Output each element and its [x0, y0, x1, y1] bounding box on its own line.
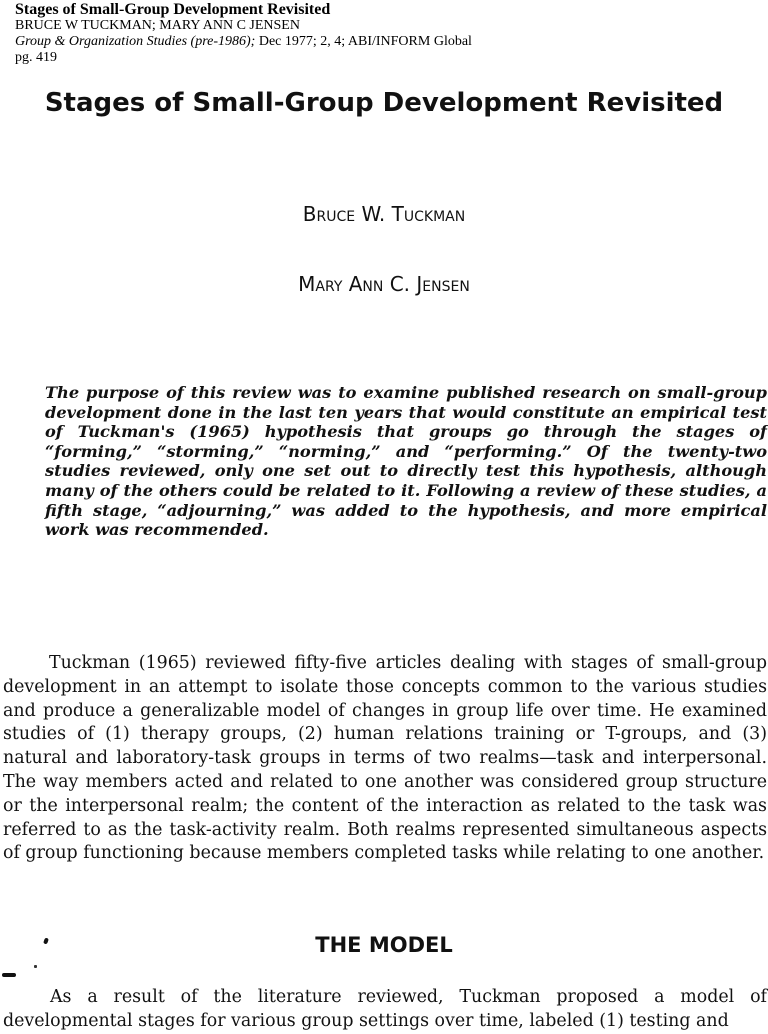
section-heading: THE MODEL	[315, 933, 453, 957]
article-title: Stages of Small-Group Development Revisited	[44, 88, 724, 118]
body-paragraph-1: Tuckman (1965) reviewed fifty-five articles dealing with stages of small-group development in an attempt to isolate those concepts common to the various studies and produce a generalizable model of changes in group life over time. He examined studies of (1) therapy groups, (2) human relations training or T-groups, and (3) natural and laboratory-task groups in terms of two realms—task and interpersonal. The way members acted and related to one another was considered group structure or the interpersonal realm; the content of the interaction as related to the task was referred to as the task-activity realm. Both realms represented simultaneous aspects of group functioning because members completed tasks while relating to one another.	[3, 653, 767, 864]
header-authors: BRUCE W TUCKMAN; MARY ANN C JENSEN	[15, 18, 300, 33]
header-page: pg. 419	[15, 50, 57, 65]
header-issue: Dec 1977; 2, 4; ABI/INFORM Global	[255, 34, 472, 49]
document-header	[15, 2, 472, 66]
header-citation	[15, 34, 472, 50]
header-journal: Group & Organization Studies (pre-1986);	[15, 34, 256, 49]
scan-mark-dash	[2, 973, 16, 977]
abstract-text: The purpose of this review was to examine published research on small-group development done in the last ten years that would constitute an empirical test of Tuckman's (1965) hypothesis that groups go through the stages of “forming,” “storming,” “norming,” and “performing.” Of the twenty-two studies reviewed, only one set out to directly test this hypothesis, although many of the others could be related to it. Following a review of these studies, a fifth stage, “adjourning,” was added to the hypothesis, and more empirical work was recommended.	[45, 383, 767, 540]
scan-mark-speck	[34, 965, 37, 968]
header-title: Stages of Small-Group Development Revisited	[15, 1, 331, 18]
author-name-1: Bruce W. Tuckman	[302, 202, 466, 226]
author-name-2: Mary Ann C. Jensen	[298, 272, 470, 296]
body-paragraph-2: As a result of the literature reviewed, Tuckman proposed a model of developmental stages for various group settings over time, labeled (1) testing and	[3, 987, 767, 1031]
